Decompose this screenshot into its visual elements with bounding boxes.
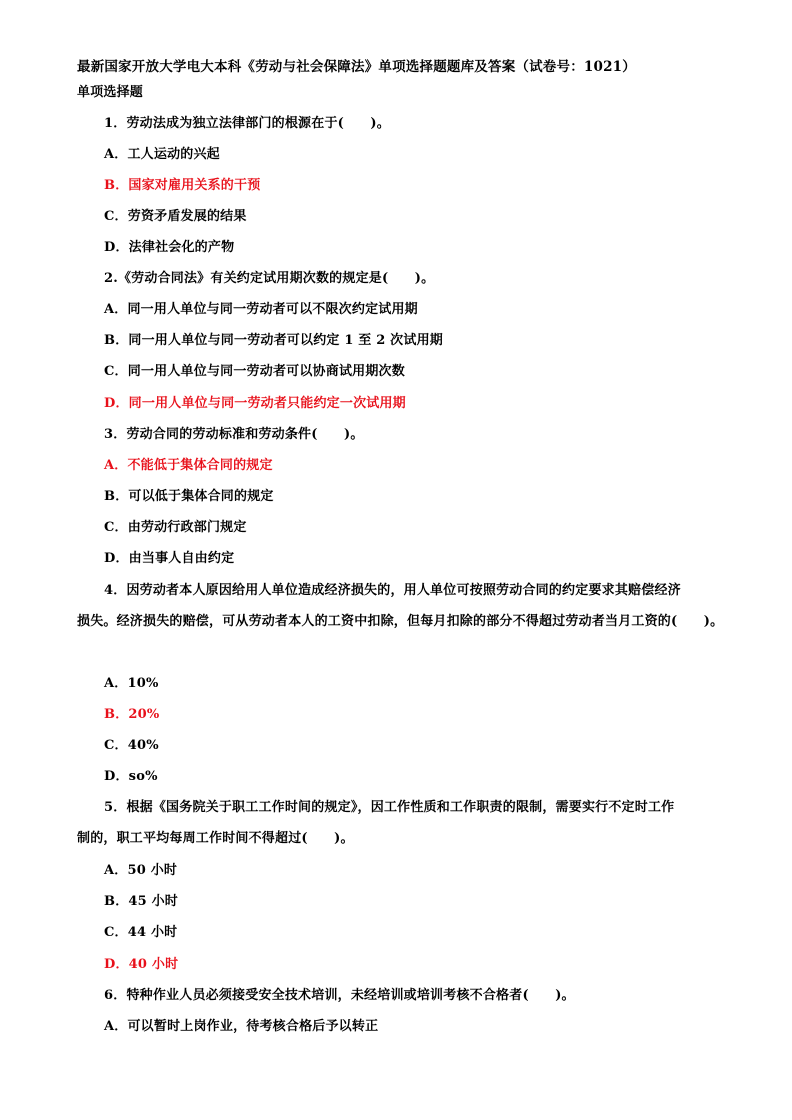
question-3-option-c: C．由劳动行政部门规定 [104, 520, 247, 535]
question-6-stem: 6．特种作业人员必须接受安全技术培训，未经培训或培训考核不合格者( )。 [104, 988, 575, 1003]
question-1-option-b-correct: B．国家对雇用关系的干预 [104, 178, 261, 193]
question-3-option-a-correct: A．不能低于集体合同的规定 [104, 458, 273, 473]
question-4-option-c: C．40% [104, 738, 159, 753]
question-2-option-a: A．同一用人单位与同一劳动者可以不限次约定试用期 [104, 302, 418, 317]
question-5-stem-line-2: 制的，职工平均每周工作时间不得超过( )。 [77, 831, 354, 846]
question-5-option-c: C．44 小时 [104, 925, 178, 940]
question-3-stem: 3．劳动合同的劳动标准和劳动条件( )。 [104, 427, 364, 442]
document-title: 最新国家开放大学电大本科《劳动与社会保障法》单项选择题题库及答案（试卷号：1021） [77, 59, 636, 75]
question-4-stem-line-2: 损失。经济损失的赔偿，可从劳动者本人的工资中扣除，但每月扣除的部分不得超过劳动者当月工资的( )。 [77, 614, 724, 629]
question-4-stem-line-1: 4．因劳动者本人原因给用人单位造成经济损失的，用人单位可按照劳动合同的约定要求其赔偿经济 [104, 583, 681, 598]
question-5-option-a: A．50 小时 [104, 863, 178, 878]
section-heading: 单项选择题 [77, 85, 144, 100]
question-5-option-d-correct: D．40 小时 [104, 957, 179, 972]
question-2-option-d-correct: D．同一用人单位与同一劳动者只能约定一次试用期 [104, 396, 406, 411]
question-4-option-b-correct: B．20% [104, 707, 160, 722]
question-2-option-b: B．同一用人单位与同一劳动者可以约定 1 至 2 次试用期 [104, 333, 443, 348]
question-3-option-b: B．可以低于集体合同的规定 [104, 489, 274, 504]
question-6-option-a: A．可以暂时上岗作业，待考核合格后予以转正 [104, 1019, 379, 1034]
question-2-option-c: C．同一用人单位与同一劳动者可以协商试用期次数 [104, 364, 405, 379]
question-4-option-d: D．so% [104, 769, 158, 784]
question-1-option-c: C．劳资矛盾发展的结果 [104, 209, 247, 224]
question-1-option-a: A．工人运动的兴起 [104, 147, 220, 162]
question-1-option-d: D．法律社会化的产物 [104, 240, 235, 255]
question-4-option-a: A．10% [104, 676, 159, 691]
question-2-stem: 2.《劳动合同法》有关约定试用期次数的规定是( )。 [104, 271, 435, 286]
question-5-stem-line-1: 5．根据《国务院关于职工工作时间的规定》，因工作性质和工作职责的限制，需要实行不定时工作 [104, 800, 675, 815]
question-1-stem: 1．劳动法成为独立法律部门的根源在于( )。 [104, 116, 390, 131]
question-3-option-d: D．由当事人自由约定 [104, 551, 235, 566]
question-5-option-b: B．45 小时 [104, 894, 179, 909]
